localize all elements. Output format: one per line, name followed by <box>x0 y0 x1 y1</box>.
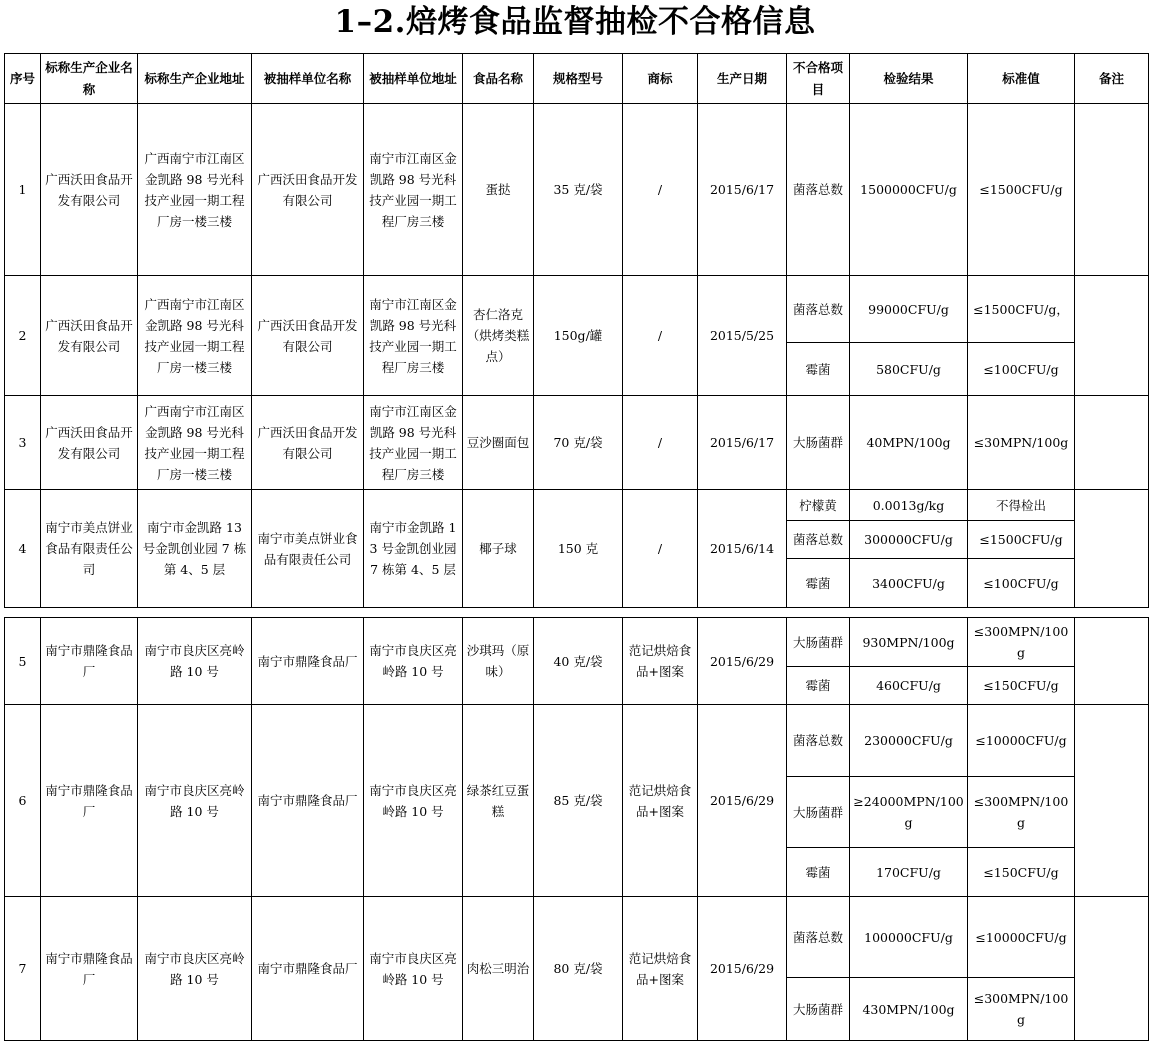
table-row <box>5 490 1149 521</box>
cell-sampled-name: 南宁市美点饼业食品有限责任公司 <box>252 490 364 608</box>
cell-brand: 范记烘焙食品+图案 <box>623 705 698 897</box>
cell-brand: 范记烘焙食品+图案 <box>623 618 698 705</box>
header-remark: 备注 <box>1075 54 1149 104</box>
cell-remark <box>1075 618 1149 705</box>
cell-mfr-name: 广西沃田食品开发有限公司 <box>41 276 138 396</box>
cell-item: 菌落总数 <box>787 276 850 343</box>
cell-result: 580CFU/g <box>850 343 968 396</box>
cell-spec: 150 克 <box>534 490 623 608</box>
table-row <box>5 276 1149 343</box>
cell-result: 40MPN/100g <box>850 396 968 490</box>
cell-standard: ≤1500CFU/g， <box>968 276 1075 343</box>
cell-standard: ≤100CFU/g <box>968 559 1075 608</box>
cell-standard: ≤300MPN/100g <box>968 618 1075 667</box>
table-row <box>5 618 1149 667</box>
cell-date: 2015/6/29 <box>698 897 787 1041</box>
header-result: 检验结果 <box>850 54 968 104</box>
cell-result: 460CFU/g <box>850 667 968 705</box>
cell-mfr-addr: 广西南宁市江南区金凯路 98 号光科技产业园一期工程厂房一楼三楼 <box>138 276 252 396</box>
cell-result: 1500000CFU/g <box>850 104 968 276</box>
cell-seq: 3 <box>5 396 41 490</box>
cell-result: 99000CFU/g <box>850 276 968 343</box>
cell-item: 菌落总数 <box>787 521 850 559</box>
cell-date: 2015/6/29 <box>698 618 787 705</box>
cell-item: 大肠菌群 <box>787 978 850 1041</box>
table-row <box>5 396 1149 490</box>
cell-brand: / <box>623 396 698 490</box>
table-row <box>5 705 1149 777</box>
cell-brand: 范记烘焙食品+图案 <box>623 897 698 1041</box>
cell-brand: / <box>623 276 698 396</box>
cell-mfr-name: 南宁市鼎隆食品厂 <box>41 618 138 705</box>
cell-standard: ≤300MPN/100g <box>968 978 1075 1041</box>
cell-remark <box>1075 490 1149 608</box>
cell-spec: 80 克/袋 <box>534 897 623 1041</box>
header-item: 不合格项目 <box>787 54 850 104</box>
cell-sampled-addr: 南宁市江南区金凯路 98 号光科技产业园一期工程厂房三楼 <box>364 276 463 396</box>
cell-remark <box>1075 396 1149 490</box>
cell-standard: ≤150CFU/g <box>968 848 1075 897</box>
table-row <box>5 104 1149 276</box>
cell-item: 霉菌 <box>787 848 850 897</box>
cell-mfr-addr: 南宁市良庆区亮岭路 10 号 <box>138 618 252 705</box>
header-date: 生产日期 <box>698 54 787 104</box>
cell-standard: ≤30MPN/100g <box>968 396 1075 490</box>
header-sampled-name: 被抽样单位名称 <box>252 54 364 104</box>
cell-standard: ≤150CFU/g <box>968 667 1075 705</box>
header-brand: 商标 <box>623 54 698 104</box>
cell-mfr-name: 南宁市鼎隆食品厂 <box>41 897 138 1041</box>
cell-date: 2015/6/29 <box>698 705 787 897</box>
cell-mfr-addr: 南宁市金凯路 13 号金凯创业园 7 栋第 4、5 层 <box>138 490 252 608</box>
header-mfr-name: 标称生产企业名称 <box>41 54 138 104</box>
cell-item: 菌落总数 <box>787 104 850 276</box>
cell-standard: ≤1500CFU/g <box>968 104 1075 276</box>
cell-result: 3400CFU/g <box>850 559 968 608</box>
cell-mfr-addr: 南宁市良庆区亮岭路 10 号 <box>138 897 252 1041</box>
cell-date: 2015/6/17 <box>698 104 787 276</box>
cell-item: 霉菌 <box>787 667 850 705</box>
cell-mfr-name: 南宁市美点饼业食品有限责任公司 <box>41 490 138 608</box>
cell-sampled-addr: 南宁市金凯路 13 号金凯创业园 7 栋第 4、5 层 <box>364 490 463 608</box>
cell-result: 300000CFU/g <box>850 521 968 559</box>
cell-food: 豆沙圈面包 <box>463 396 534 490</box>
cell-brand: / <box>623 490 698 608</box>
cell-mfr-addr: 广西南宁市江南区金凯路 98 号光科技产业园一期工程厂房一楼三楼 <box>138 104 252 276</box>
cell-result: 230000CFU/g <box>850 705 968 777</box>
cell-seq: 1 <box>5 104 41 276</box>
cell-remark <box>1075 897 1149 1041</box>
cell-result: 100000CFU/g <box>850 897 968 978</box>
cell-seq: 7 <box>5 897 41 1041</box>
cell-sampled-addr: 南宁市良庆区亮岭路 10 号 <box>364 897 463 1041</box>
cell-item: 菌落总数 <box>787 705 850 777</box>
page-title: 1–2.焙烤食品监督抽检不合格信息 <box>334 4 816 40</box>
cell-spec: 150g/罐 <box>534 276 623 396</box>
cell-mfr-name: 广西沃田食品开发有限公司 <box>41 104 138 276</box>
cell-food: 杏仁洛克（烘烤类糕点） <box>463 276 534 396</box>
cell-item: 大肠菌群 <box>787 396 850 490</box>
inspection-table-part-2 <box>4 617 1149 1041</box>
cell-food: 蛋挞 <box>463 104 534 276</box>
cell-item: 菌落总数 <box>787 897 850 978</box>
cell-sampled-name: 南宁市鼎隆食品厂 <box>252 897 364 1041</box>
cell-mfr-name: 南宁市鼎隆食品厂 <box>41 705 138 897</box>
cell-remark <box>1075 104 1149 276</box>
cell-brand: / <box>623 104 698 276</box>
cell-sampled-addr: 南宁市江南区金凯路 98 号光科技产业园一期工程厂房三楼 <box>364 396 463 490</box>
cell-standard: ≤10000CFU/g <box>968 897 1075 978</box>
cell-food: 椰子球 <box>463 490 534 608</box>
cell-seq: 2 <box>5 276 41 396</box>
cell-remark <box>1075 276 1149 396</box>
cell-mfr-addr: 广西南宁市江南区金凯路 98 号光科技产业园一期工程厂房一楼三楼 <box>138 396 252 490</box>
cell-sampled-name: 南宁市鼎隆食品厂 <box>252 618 364 705</box>
cell-date: 2015/5/25 <box>698 276 787 396</box>
cell-sampled-addr: 南宁市良庆区亮岭路 10 号 <box>364 705 463 897</box>
cell-sampled-name: 广西沃田食品开发有限公司 <box>252 276 364 396</box>
cell-sampled-name: 广西沃田食品开发有限公司 <box>252 104 364 276</box>
cell-item: 霉菌 <box>787 343 850 396</box>
cell-date: 2015/6/17 <box>698 396 787 490</box>
cell-spec: 85 克/袋 <box>534 705 623 897</box>
cell-food: 沙琪玛（原味） <box>463 618 534 705</box>
header-sampled-addr: 被抽样单位地址 <box>364 54 463 104</box>
cell-mfr-addr: 南宁市良庆区亮岭路 10 号 <box>138 705 252 897</box>
cell-spec: 70 克/袋 <box>534 396 623 490</box>
cell-food: 肉松三明治 <box>463 897 534 1041</box>
cell-sampled-addr: 南宁市江南区金凯路 98 号光科技产业园一期工程厂房三楼 <box>364 104 463 276</box>
cell-result: 0.0013g/kg <box>850 490 968 521</box>
header-spec: 规格型号 <box>534 54 623 104</box>
cell-result: 430MPN/100g <box>850 978 968 1041</box>
cell-mfr-name: 广西沃田食品开发有限公司 <box>41 396 138 490</box>
cell-result: 930MPN/100g <box>850 618 968 667</box>
inspection-table-part-1 <box>4 53 1149 608</box>
cell-standard: ≤100CFU/g <box>968 343 1075 396</box>
cell-standard: ≤300MPN/100g <box>968 777 1075 848</box>
cell-standard: ≤10000CFU/g <box>968 705 1075 777</box>
header-standard: 标准值 <box>968 54 1075 104</box>
table-row <box>5 897 1149 978</box>
cell-seq: 4 <box>5 490 41 608</box>
cell-sampled-name: 南宁市鼎隆食品厂 <box>252 705 364 897</box>
cell-spec: 40 克/袋 <box>534 618 623 705</box>
cell-item: 霉菌 <box>787 559 850 608</box>
cell-seq: 6 <box>5 705 41 897</box>
cell-item: 大肠菌群 <box>787 618 850 667</box>
cell-spec: 35 克/袋 <box>534 104 623 276</box>
cell-date: 2015/6/14 <box>698 490 787 608</box>
cell-result: ≥24000MPN/100g <box>850 777 968 848</box>
cell-standard: 不得检出 <box>968 490 1075 521</box>
cell-sampled-addr: 南宁市良庆区亮岭路 10 号 <box>364 618 463 705</box>
cell-result: 170CFU/g <box>850 848 968 897</box>
header-mfr-addr: 标称生产企业地址 <box>138 54 252 104</box>
cell-sampled-name: 广西沃田食品开发有限公司 <box>252 396 364 490</box>
cell-remark <box>1075 705 1149 897</box>
cell-item: 柠檬黄 <box>787 490 850 521</box>
header-row <box>5 54 1149 104</box>
header-food: 食品名称 <box>463 54 534 104</box>
cell-seq: 5 <box>5 618 41 705</box>
header-seq: 序号 <box>5 54 41 104</box>
cell-food: 绿茶红豆蛋糕 <box>463 705 534 897</box>
cell-item: 大肠菌群 <box>787 777 850 848</box>
cell-standard: ≤1500CFU/g <box>968 521 1075 559</box>
